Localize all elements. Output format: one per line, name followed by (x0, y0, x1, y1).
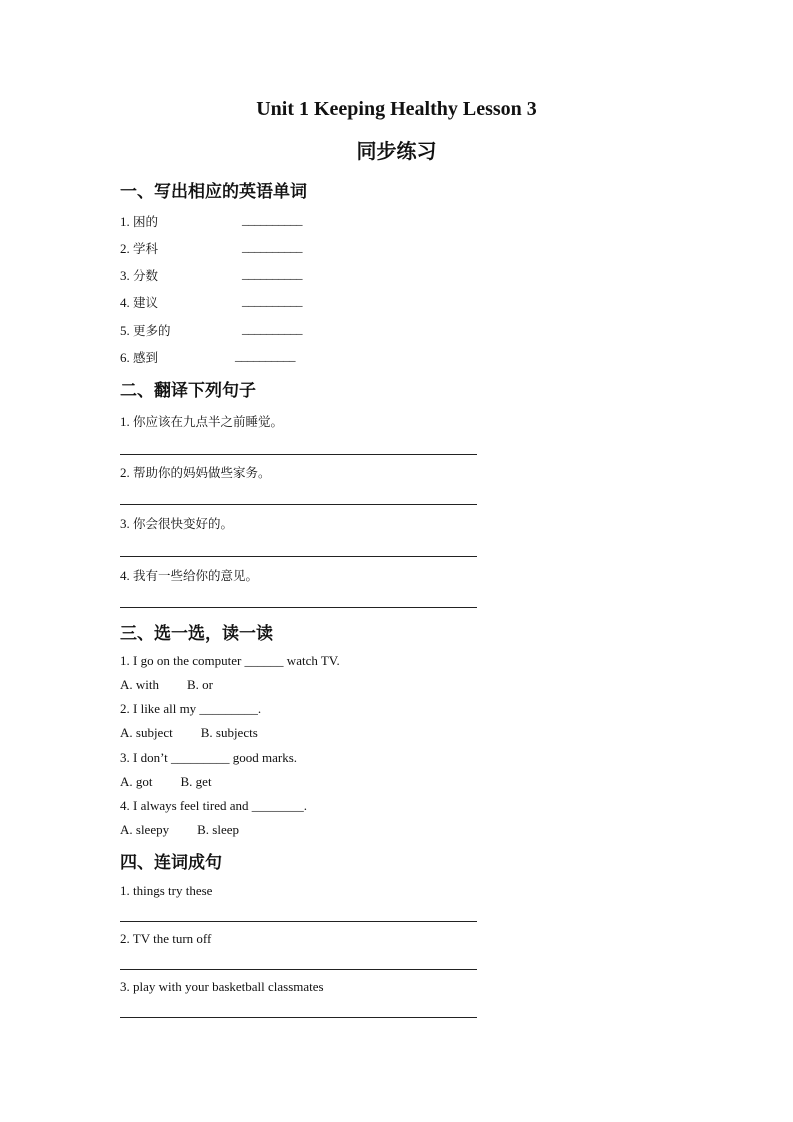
answer-blank[interactable]: __________ (242, 321, 302, 336)
option-b[interactable]: B. or (187, 677, 213, 692)
answer-blank[interactable]: __________ (242, 266, 302, 281)
answer-blank[interactable]: __________ (242, 293, 302, 308)
section2-item (120, 463, 271, 481)
section1-item (120, 266, 158, 284)
section1-heading: 一、写出相应的英语单词 (120, 182, 307, 202)
section1-item (120, 348, 158, 366)
options (120, 822, 239, 838)
section2-item (120, 514, 233, 532)
item-text: 建议 (133, 295, 159, 310)
option-b[interactable]: B. subjects (200, 725, 258, 740)
option-a[interactable]: A. with (120, 677, 159, 692)
word-order-item: 1. things try these (120, 883, 213, 898)
section2-item (120, 566, 258, 584)
options (120, 774, 212, 790)
worksheet-subtitle: 同步练习 (356, 139, 437, 163)
option-b[interactable]: B. sleep (197, 822, 239, 837)
option-a[interactable]: A. sleepy (120, 822, 170, 837)
answer-line[interactable] (120, 504, 477, 505)
item-number: 4. (120, 295, 130, 310)
answer-line[interactable] (120, 607, 477, 608)
section2-heading: 二、翻译下列句子 (120, 381, 256, 401)
section1-item (120, 239, 158, 257)
options (120, 725, 258, 741)
answer-line[interactable] (120, 921, 477, 922)
answer-blank[interactable]: __________ (235, 348, 295, 363)
question: 3. I don’t _________ good marks. (120, 750, 298, 765)
item-text: 帮助你的妈妈做些家务。 (133, 465, 271, 480)
answer-line[interactable] (120, 969, 477, 970)
item-number: 5. (120, 323, 130, 338)
item-text: 困的 (133, 214, 159, 229)
item-text: 感到 (133, 350, 159, 365)
item-number: 4. (120, 568, 130, 583)
answer-blank[interactable]: __________ (242, 212, 302, 227)
section1-item (120, 293, 158, 311)
section1-item (120, 321, 171, 339)
question: 1. I go on the computer ______ watch TV. (120, 653, 340, 668)
item-text: 我有一些给你的意见。 (133, 568, 259, 583)
item-text: 学科 (133, 241, 159, 256)
item-text: 更多的 (133, 323, 171, 338)
option-b[interactable]: B. get (180, 774, 212, 789)
options (120, 677, 213, 693)
answer-line[interactable] (120, 1017, 477, 1018)
item-text: 你应该在九点半之前睡觉。 (133, 414, 284, 429)
item-number: 3. (120, 268, 130, 283)
answer-line[interactable] (120, 454, 477, 455)
item-number: 2. (120, 241, 130, 256)
section3-heading: 三、选一选，读一读 (120, 624, 273, 644)
section2-item (120, 412, 283, 430)
answer-line[interactable] (120, 556, 477, 557)
question: 4. I always feel tired and ________. (120, 798, 308, 813)
word-order-item: 3. play with your basketball classmates (120, 979, 324, 994)
section4-heading: 四、连词成句 (120, 853, 222, 873)
item-number: 3. (120, 516, 130, 531)
item-number: 1. (120, 214, 130, 229)
worksheet-title: Unit 1 Keeping Healthy Lesson 3 (256, 98, 537, 120)
answer-blank[interactable]: __________ (242, 239, 302, 254)
item-text: 分数 (133, 268, 159, 283)
section1-item (120, 212, 158, 230)
word-order-item: 2. TV the turn off (120, 931, 212, 946)
item-number: 2. (120, 465, 130, 480)
item-number: 6. (120, 350, 130, 365)
option-a[interactable]: A. subject (120, 725, 173, 740)
question: 2. I like all my _________. (120, 701, 262, 716)
item-number: 1. (120, 414, 130, 429)
option-a[interactable]: A. got (120, 774, 153, 789)
item-text: 你会很快变好的。 (133, 516, 234, 531)
